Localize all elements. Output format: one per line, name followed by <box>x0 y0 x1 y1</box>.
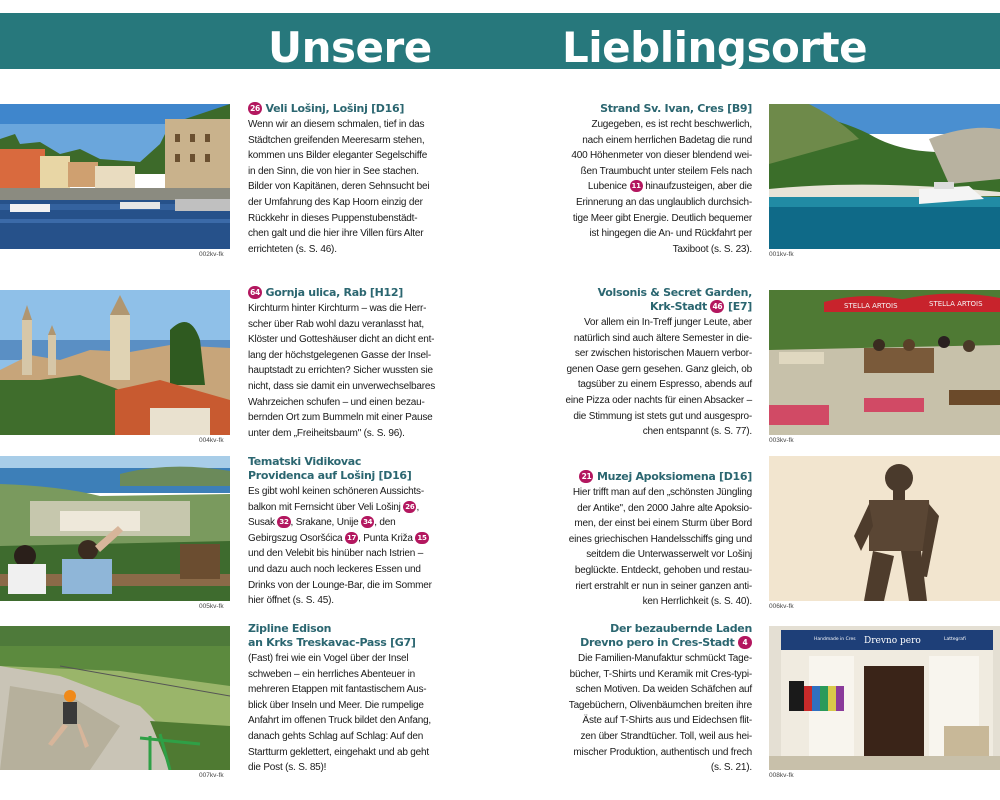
photo-credit: 004kv-fk <box>199 437 224 444</box>
body-text: Susak <box>248 517 275 529</box>
entry-body <box>248 651 436 776</box>
map-number-badge: 32 <box>279 518 289 527</box>
entry-heading <box>248 455 436 483</box>
body-line: ser zwischen historischen Mauern verbor- <box>574 348 752 360</box>
body-line: chen entspannt (s. S. 77). <box>642 426 752 438</box>
body-line: Erinnerung an das unglaublich durchsich- <box>575 196 752 208</box>
photo-credit: 007kv-fk <box>199 772 224 779</box>
entry-heading <box>564 102 752 116</box>
map-number-badge: 21 <box>579 470 593 483</box>
body-line: Rückkehr in dieses Puppenstubenstädt- <box>248 212 418 224</box>
body-line: Städtchen greifenden Meeresarm stehen, <box>248 134 425 146</box>
map-number-badge: 34 <box>363 518 373 527</box>
body-text: , Punta Križa <box>358 532 413 544</box>
body-line: seitdem die Unterwasserwelt vor Lošinj <box>586 549 752 561</box>
body-line: ist hingegen die An- und Rückfahrt per <box>589 228 752 240</box>
shop-sign-small: Lattegrafi <box>944 637 966 642</box>
body-line: mehreren Etappen mit fantastischem Aus- <box>248 684 427 696</box>
title-banner <box>0 13 1000 72</box>
entry-title: Tematski Vidikovac <box>248 455 362 468</box>
entry-title: Strand Sv. Ivan, Cres [B9] <box>600 102 752 115</box>
body-line: Wenn wir an diesem schmalen, tief in das <box>248 119 425 130</box>
body-line: Kirchturm hinter Kirchturm – was die Herr- <box>248 303 427 314</box>
body-line: hauptstadt zu errichten? Sicher wussten sie <box>248 365 433 377</box>
body-line: ken Herrlichkeit (s. S. 40). <box>642 596 752 608</box>
body-text: , Srakane, Unije <box>290 517 359 529</box>
body-text: Gebirgszug Osoršćica <box>248 532 343 544</box>
body-line: bernden Ort zum Bummeln mit einer Pause <box>248 412 433 424</box>
body-line: mischer Produktion, authentisch und frech <box>573 746 752 758</box>
entry-zipline <box>248 622 436 776</box>
entry-heading <box>248 286 436 300</box>
banner-title-word-2: Lieblingsorte <box>562 23 868 72</box>
map-number-badge: 26 <box>248 102 262 115</box>
body-line: und dazu auch noch leckeres Essen und <box>248 563 421 575</box>
shop-sign: Drevno pero <box>864 636 921 646</box>
body-line: die Stimmung ist stets gut und ausgespro- <box>573 410 752 422</box>
body-line: (s. S. 21). <box>710 762 752 774</box>
entry-heading <box>248 102 436 116</box>
map-number-badge: 26 <box>405 502 415 511</box>
body-line: in den Sinn, die von hier in See stachen. <box>248 165 419 177</box>
entry-body <box>564 651 752 776</box>
entry-title <box>564 300 752 314</box>
entry-title: Zipline Edison <box>248 622 332 635</box>
entry-heading <box>564 286 752 314</box>
photo-zipline <box>0 626 230 770</box>
body-text: balkon mit Fernsicht über Veli Lošinj <box>248 501 401 513</box>
entry-title: Veli Lošinj, Lošinj [D16] <box>265 102 405 115</box>
body-line: Hier trifft man auf den „schönsten Jüngling <box>572 487 752 498</box>
photo-credit: 002kv-fk <box>199 251 224 258</box>
body-line: bücher, T-Shirts und Keramik mit Cres-typi- <box>569 668 752 680</box>
photo-drevno-pero <box>769 626 1000 770</box>
shop-sign-small: Handmade in Cres <box>814 637 856 642</box>
body-line: der Antike", den 2000 Jahre alte Apoksio- <box>577 502 752 514</box>
body-line: Klöster und Gotteshäuser dicht an dicht ent- <box>248 334 435 346</box>
body-line: eine Pizza oder nachts für einen Absacker – <box>565 394 752 406</box>
entry-body <box>248 301 436 441</box>
entry-title-text: Krk-Stadt <box>650 300 707 313</box>
entry-title: Der bezaubernde Laden <box>610 622 752 635</box>
body-text: , den <box>374 517 396 529</box>
entry-muzej-apoksiomena <box>564 470 752 610</box>
photo-volsonis <box>769 290 1000 435</box>
entry-body <box>564 485 752 610</box>
entry-heading <box>564 470 752 484</box>
body-line: hier öffnet (s. S. 45). <box>248 595 334 607</box>
body-line: Vor allem ein In-Treff junger Leute, aber <box>583 317 752 328</box>
body-line: chen galt und die hier ihre Villen fürs Alter <box>248 228 424 240</box>
photo-credit: 001kv-fk <box>769 251 794 258</box>
entry-heading <box>248 622 436 650</box>
body-line: und den Velebit bis hinüber nach Istrien – <box>248 548 424 560</box>
entry-title: Providenca auf Lošinj [D16] <box>248 469 412 482</box>
body-line: ßen Traumbucht unter steilem Fels nach <box>580 165 752 177</box>
body-line: natürlich sind auch ältere Semester in die- <box>573 332 752 344</box>
photo-credit: 003kv-fk <box>769 437 794 444</box>
body-line: men, der einst bei einem Sturm über Bord <box>574 518 752 530</box>
body-line: Die Familien-Manufaktur schmückt Tage- <box>578 653 752 664</box>
map-number-badge: 4 <box>738 636 752 649</box>
body-line: schweben – ein herrliches Abenteuer in <box>248 668 415 680</box>
body-line: zen über Strandtücher. Toll, weil aus hei- <box>580 730 752 742</box>
photo-credit: 006kv-fk <box>769 603 794 610</box>
entry-gornja-ulica <box>248 286 436 441</box>
body-line: nach einem herrlichen Badetag die rund <box>582 134 752 146</box>
body-line: die Post (s. S. 85)! <box>248 762 327 774</box>
entry-title-text: Drevno pero in Cres-Stadt <box>580 636 735 649</box>
entry-body <box>248 117 436 257</box>
body-line <box>564 179 752 195</box>
entry-veli-losinj <box>248 102 436 257</box>
body-line: Es gibt wohl keinen schöneren Aussichts- <box>248 486 424 497</box>
body-line: 400 Höhenmeter von dieser blendend wei- <box>571 150 752 162</box>
body-line: Startturm geklettert, eingehakt und ab geht <box>248 746 429 758</box>
entry-title-text: [E7] <box>727 300 752 313</box>
entry-body <box>564 315 752 440</box>
map-number-badge: 15 <box>417 533 427 542</box>
entry-title: Muzej Apoksiomena [D16] <box>597 470 752 483</box>
body-line <box>248 515 436 531</box>
map-number-badge: 64 <box>248 286 262 299</box>
body-line: tige Meer gibt Energie. Deutlich bequemer <box>572 212 752 224</box>
umbrella-sign: STELLA ARTOIS <box>929 300 983 308</box>
photo-vidikovac <box>0 456 230 601</box>
photo-credit: 008kv-fk <box>769 772 794 779</box>
map-number-badge: 46 <box>710 300 724 313</box>
entry-title <box>564 636 752 650</box>
body-line: danach gehts Schlag auf Schlag: Auf den <box>248 730 424 742</box>
body-line: (Fast) frei wie ein Vogel über der Insel <box>248 653 409 664</box>
body-line: Drinks von der Lounge-Bar, die im Sommer <box>248 579 432 591</box>
body-line: lang der höchstgelegenen Gasse der Insel- <box>248 349 432 361</box>
body-line: beglückte. Entdeckt, gehoben und restau- <box>574 564 752 576</box>
body-line: schen Motiven. Da weiden Schäfchen auf <box>575 684 752 696</box>
umbrella-sign: STELLA ARTOIS <box>844 302 898 310</box>
body-line: Äste auf T-Shirts aus und Eidechsen flit- <box>582 715 752 727</box>
body-line: Wahrzeichen schufen – und einen bezau- <box>248 396 425 408</box>
photo-apoksiomen <box>769 456 1000 601</box>
photo-veli-losinj <box>0 104 230 249</box>
body-line: kommen uns Bilder eleganter Segelschiffe <box>248 150 428 162</box>
body-line: unter dem „Freiheitsbaum" (s. S. 96). <box>248 427 405 439</box>
body-line: Taxiboot (s. S. 23). <box>672 243 752 255</box>
entry-heading <box>564 622 752 650</box>
body-line: riert erstrahlt er nun in seiner ganzen anti- <box>575 580 752 592</box>
body-line: errichteten (s. S. 46). <box>248 243 337 255</box>
map-number-badge: 17 <box>346 533 357 542</box>
body-line: Zugegeben, es ist recht beschwerlich, <box>591 119 752 130</box>
body-text: Lubenice <box>587 181 627 193</box>
entry-title: Gornja ulica, Rab [H12] <box>265 286 403 299</box>
body-line: blick über Inseln und Meer. Die rumpelige <box>248 699 424 711</box>
body-line: scher über Rab wohl dazu veranlasst hat, <box>248 318 424 330</box>
body-line <box>248 500 436 516</box>
body-line: Anfahrt im offenen Truck bildet den Anfang, <box>248 715 432 727</box>
photo-credit: 005kv-fk <box>199 603 224 610</box>
body-line: genen Oase gern gesehen. Ganz gleich, ob <box>566 363 752 375</box>
entry-title: an Krks Treskavac-Pass [G7] <box>248 636 416 649</box>
entry-body <box>564 117 752 257</box>
entry-drevno-pero <box>564 622 752 776</box>
body-line: nicht, dass sie damit ein unverwechselbares <box>248 380 436 392</box>
entry-body <box>248 484 436 609</box>
entry-strand-sv-ivan <box>564 102 752 257</box>
body-line: Tagebüchern, Olivenbäumchen breiten ihre <box>568 699 752 711</box>
entry-title: Volsonis & Secret Garden, <box>597 286 752 299</box>
banner-title-word-1: Unsere <box>268 23 432 72</box>
map-number-badge: 11 <box>631 182 641 191</box>
body-text: hinaufzusteigen, aber die <box>645 181 752 193</box>
entry-volsonis <box>564 286 752 440</box>
photo-rab <box>0 290 230 435</box>
body-line <box>248 531 436 547</box>
body-line: tagsüber zu einem Espresso, abends auf <box>577 379 752 391</box>
photo-strand-sv-ivan <box>769 104 1000 249</box>
body-line: Bilder von Kapitänen, deren Sehnsucht bei <box>248 181 430 193</box>
body-line: eines griechischen Handelsschiffs ging und <box>568 533 752 545</box>
body-line: der Umfahrung des Kap Hoorn einzig der <box>248 196 423 208</box>
body-text: , <box>416 501 420 513</box>
entry-vidikovac <box>248 455 436 609</box>
